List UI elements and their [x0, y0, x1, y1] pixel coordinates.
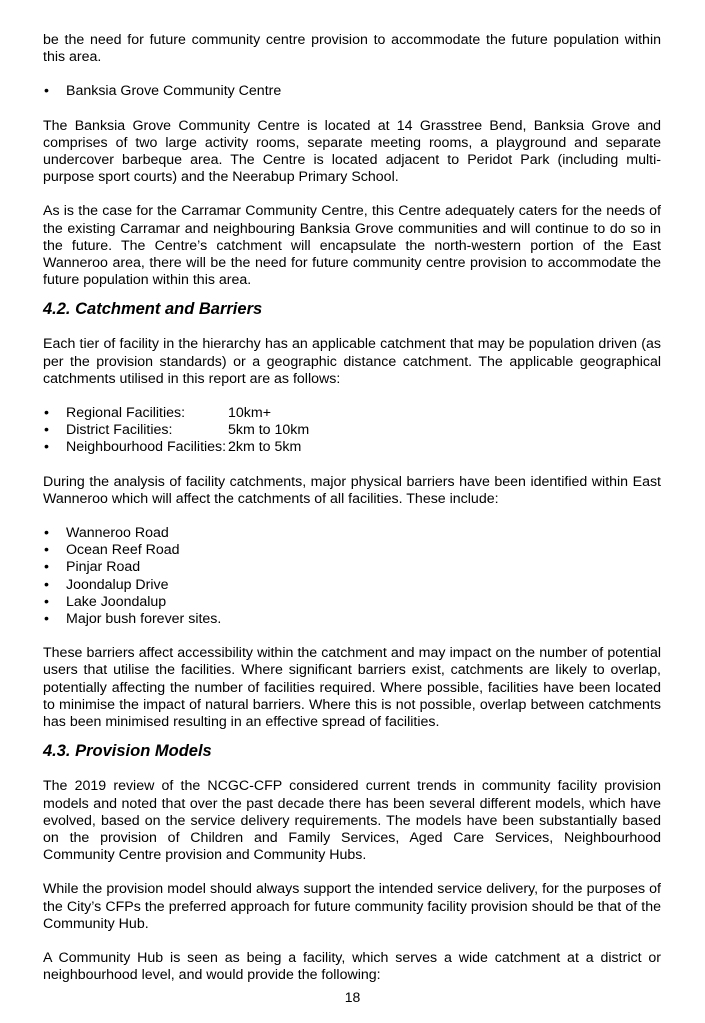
list-item: • Lake Joondalup	[44, 593, 167, 610]
list-item: • Banksia Grove Community Centre	[44, 83, 282, 100]
list-item: • Major bush forever sites.	[44, 611, 222, 628]
paragraph: be the need for future community centre provision to accommodate the future population within this area.	[43, 32, 661, 66]
barrier-list	[43, 525, 661, 628]
list-item: • Wanneroo Road	[44, 525, 169, 542]
paragraph: The Banksia Grove Community Centre is located at 14 Grasstree Bend, Banksia Grove and comprises of two large activity rooms, separate meeting rooms, a playground and separate undercover barbeque area. The Centre is located adjacent to Peridot Park (including multi-purpose sport courts) and the Neerabup Primary School.	[43, 117, 661, 186]
paragraph: These barriers affect accessibility within the catchment and may impact on the number of potential users that utilise the facilities. Where significant barriers exist, catchments are likely to overlap, potentially affecting the number of facilities required. Where possible, facilities have been located to minimise the impact of natural barriers. Where this is not possible, overlap between catchments has been minimised resulting in an effective spread of facilities.	[43, 645, 661, 731]
list-item: • Ocean Reef Road	[44, 542, 180, 559]
paragraph: As is the case for the Carramar Community Centre, this Centre adequately caters for the needs of the existing Carramar and neighbouring Banksia Grove communities and will continue to do so in the future. The Centre’s catchment will encapsulate the north-western portion of the East Wanneroo area, there will be the need for future community centre provision to accommodate the future population within this area.	[43, 203, 661, 289]
list-item: • Regional Facilities: 10km+	[44, 405, 271, 422]
list-item: • Neighbourhood Facilities: 2km to 5km	[44, 439, 302, 456]
paragraph: A Community Hub is seen as being a facility, which serves a wide catchment at a district or neighbourhood level, and would provide the following:	[43, 949, 661, 984]
list-item: • Joondalup Drive	[44, 576, 169, 593]
paragraph: Each tier of facility in the hierarchy has an applicable catchment that may be population driven (as per the provision standards) or a geographic distance catchment. The applicable geographical catchments utilised in this report are as follows:	[43, 336, 661, 387]
paragraph: The 2019 review of the NCGC-CFP considered current trends in community facility provision models and noted that over the past decade there has been several different models, which have evolved, based on the service delivery requirements. The models have been substantially based on the provision of Children and Family Services, Aged Care Services, Neighbourhood Community Centre provision and Community Hubs.	[43, 778, 661, 864]
page-number: 18	[344, 989, 361, 1005]
catchment-list	[43, 405, 661, 457]
section-heading-4-2: 4.2. Catchment and Barriers	[43, 300, 263, 319]
document-page	[43, 32, 661, 984]
section-heading-4-3: 4.3. Provision Models	[43, 742, 212, 761]
paragraph: During the analysis of facility catchments, major physical barriers have been identified within East Wanneroo which will affect the catchments of all facilities. These include:	[43, 473, 661, 507]
bullet-list	[43, 83, 661, 100]
list-item: • District Facilities: 5km to 10km	[44, 422, 310, 439]
list-item: • Pinjar Road	[44, 559, 141, 576]
paragraph: While the provision model should always support the intended service delivery, for the purposes of the City’s CFPs the preferred approach for future community facility provision should be that of the Community Hub.	[43, 881, 661, 932]
